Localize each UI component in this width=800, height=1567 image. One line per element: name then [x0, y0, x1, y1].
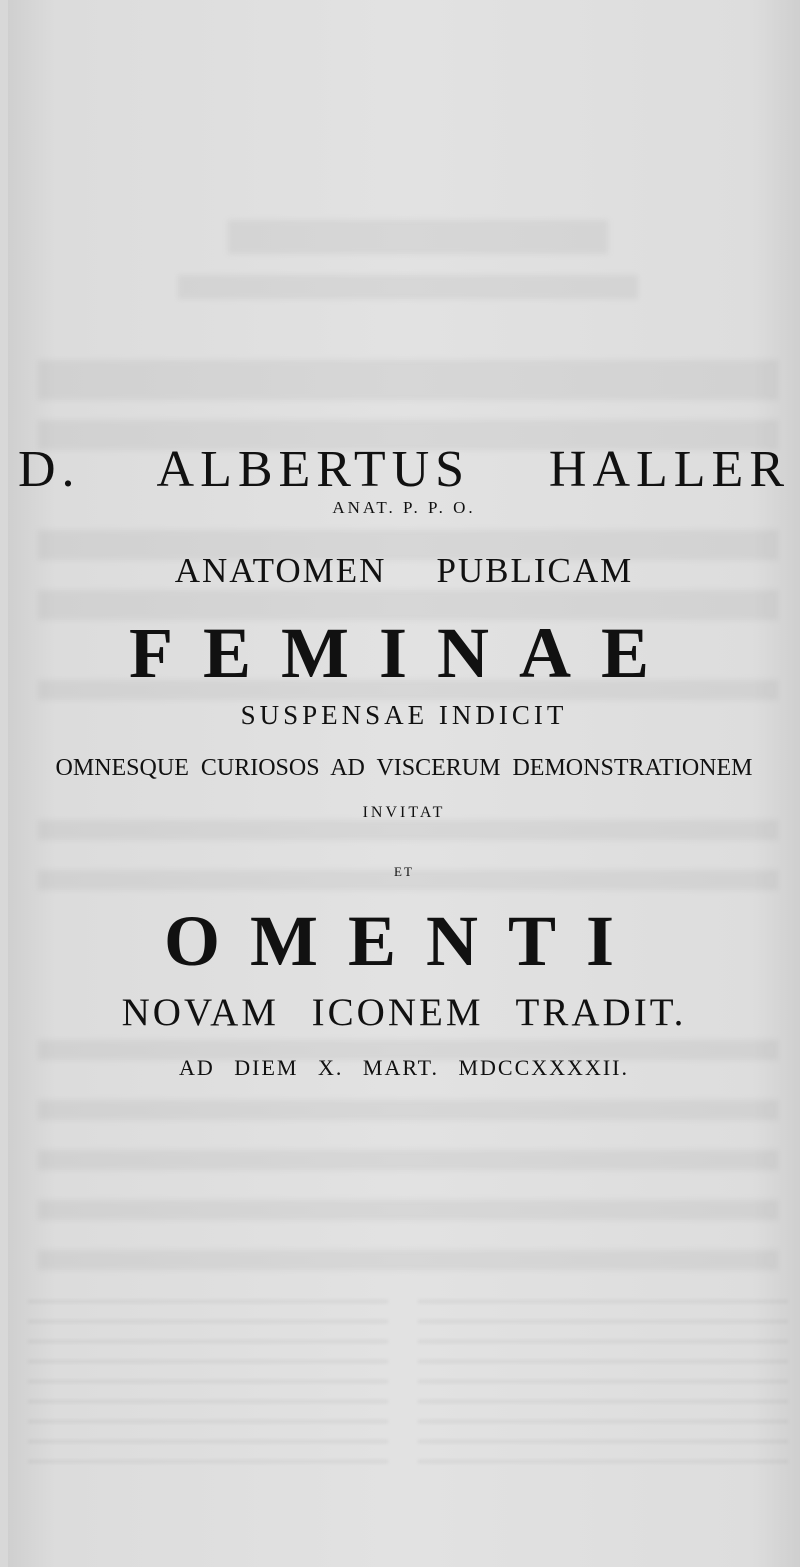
author-name: D. ALBERTUS HALLER [18, 441, 790, 498]
announcement-line [18, 551, 790, 591]
document-page [8, 0, 800, 1567]
author-title: ANAT. P. P. O. [332, 498, 476, 517]
heading-omenti: OMENTI [163, 901, 645, 981]
heading-feminae: FEMINAE [129, 613, 679, 693]
announcement-word-left: ANATOMEN [174, 551, 387, 590]
announcement-word-right: PUBLICAM [436, 551, 634, 590]
title-block [8, 0, 800, 1567]
subheading-suspensae: SUSPENSAE INDICIT [240, 700, 568, 730]
et-line: ET [394, 864, 414, 879]
invitat-line: INVITAT [362, 804, 446, 821]
invitation-line: OMNESQUE CURIOSOS AD VISCERUM DEMONSTRATIONEM [55, 755, 753, 781]
subheading-novam: NOVAM ICONEM TRADIT. [121, 991, 687, 1034]
date-line: AD DIEM X. MART. MDCCXXXXII. [179, 1055, 629, 1080]
